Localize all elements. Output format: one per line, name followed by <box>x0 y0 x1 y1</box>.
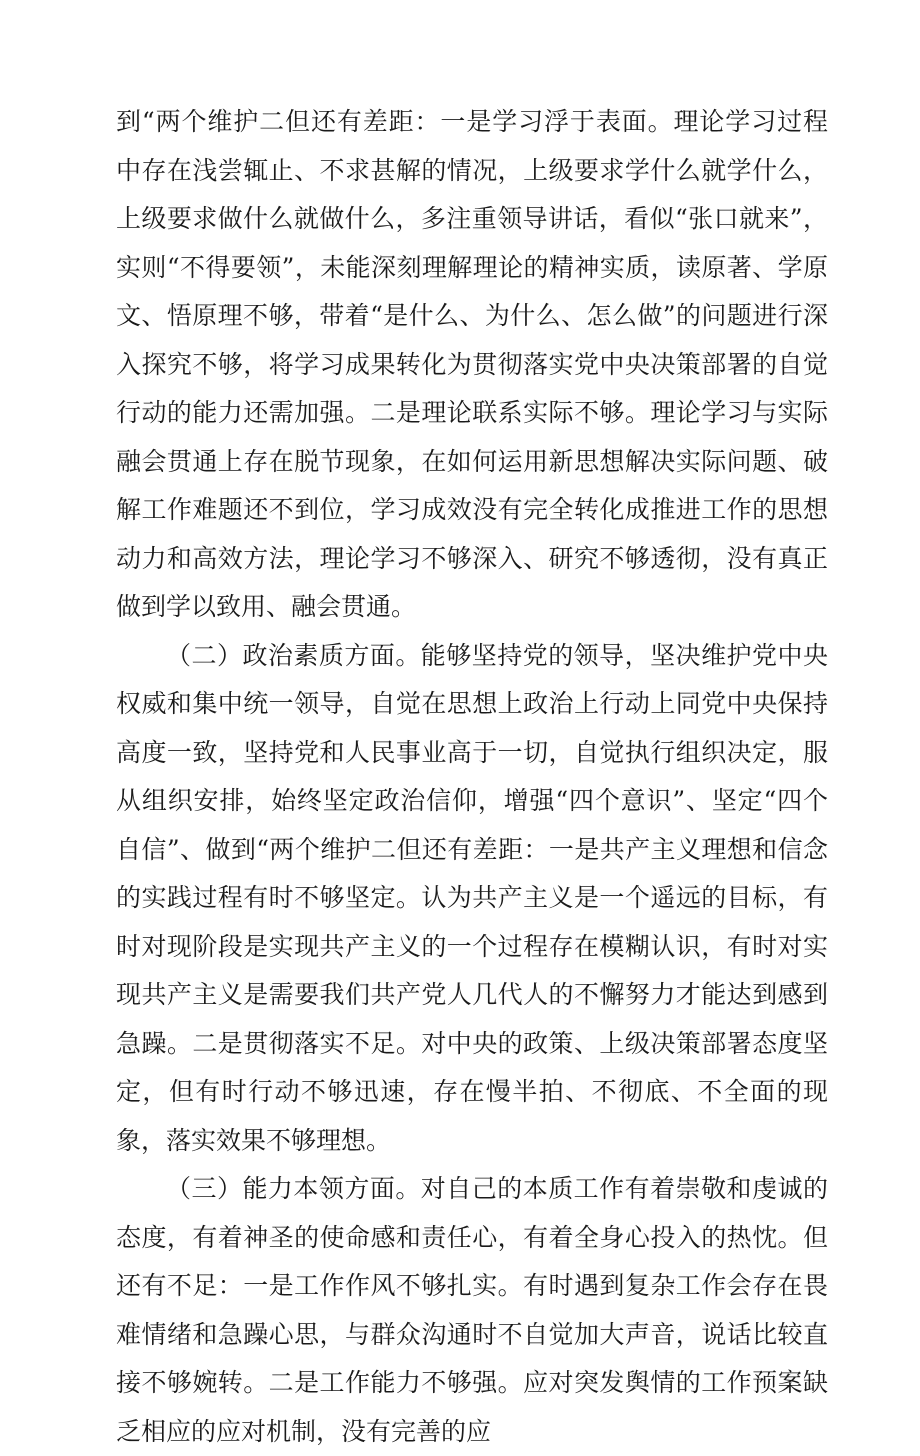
paragraph-study-gaps: 到“两个维护二但还有差距：一是学习浮于表面。理论学习过程中存在浅尝辄止、不求甚解的情况，上级要求学什么就学什么，上级要求做什么就做什么，多注重领导讲话，看似“张口就来”，实则“不得要领”，未能深刻理解理论的精神实质，读原著、学原文、悟原理不够，带着“是什么、为什么、怎么做”的问题进行深入探究不够，将学习成果转化为贯彻落实党中央决策部署的自觉行动的能力还需加强。二是理论联系实际不够。理论学习与实际融会贯通上存在脱节现象，在如何运用新思想解决实际问题、破解工作难题还不到位，学习成效没有完全转化成推进工作的思想动力和高效方法，理论学习不够深入、研究不够透彻，没有真正做到学以致用、融会贯通。 <box>116 107 828 621</box>
paragraph-ability-skills: （三）能力本领方面。对自己的本质工作有着崇敬和虔诚的态度，有着神圣的使命感和责任心，有着全身心投入的热忱。但还有不足：一是工作作风不够扎实。有时遇到复杂工作会存在畏难情绪和急躁心思，与群众沟通时不自觉加大声音，说话比较直接不够婉转。二是工作能力不够强。应对突发舆情的工作预案缺乏相应的应对机制，没有完善的应 <box>116 1174 828 1446</box>
paragraph-political-quality: （二）政治素质方面。能够坚持党的领导，坚决维护党中央权威和集中统一领导，自觉在思想上政治上行动上同党中央保持高度一致，坚持党和人民事业高于一切，自觉执行组织决定，服从组织安排，始终坚定政治信仰，增强“四个意识”、坚定“四个自信”、做到“两个维护二但还有差距：一是共产主义理想和信念的实践过程有时不够坚定。认为共产主义是一个遥远的目标，有时对现阶段是实现共产主义的一个过程存在模糊认识，有时对实现共产主义是需要我们共产党人几代人的不懈努力才能达到感到急躁。二是贯彻落实不足。对中央的政策、上级决策部署态度坚定，但有时行动不够迅速，存在慢半拍、不彻底、不全面的现象，落实效果不够理想。 <box>116 640 828 1155</box>
document-body <box>116 98 828 1456</box>
